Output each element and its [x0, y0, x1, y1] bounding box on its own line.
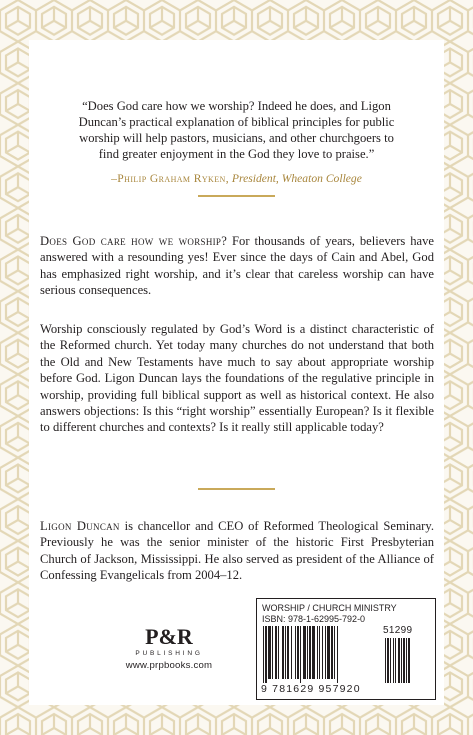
- description-paragraph-2: Worship consciously regulated by God’s Word is a distinct characteristic of the Reformed church. Yet today many churches do not understand that both the Old and New Testaments have much to say about appropriate worship before God. Ligon Duncan lays the foundations of the regulative principle in worship, providing full biblical support as well as historical context. He also answers objections: Is this “right worship” essentially European? Is it flexible to different churches and contexts? Is it really still applicable today?: [40, 322, 434, 435]
- barcode-bar: [265, 626, 267, 683]
- barcode-digits: 9 781629 957920: [261, 683, 361, 695]
- barcode-bar: [331, 626, 333, 679]
- divider-bottom: [198, 488, 275, 490]
- barcode-bar: [309, 626, 311, 679]
- barcode-addon-bar: [406, 638, 407, 683]
- publisher-name: PUBLISHING: [135, 650, 203, 657]
- barcode-addon-bar: [385, 638, 386, 683]
- author-name: Ligon Duncan: [40, 519, 120, 533]
- barcode-bar: [300, 626, 301, 683]
- endorser-name: –Philip Graham Ryken,: [111, 172, 229, 185]
- author-bio-text: is chancellor and CEO of Reformed Theological Seminary. Previously he was the senior minister of the historic First Presbyterian Church of Jackson, Mississippi. He also served as president of the Alliance of Confessing Evangelicals from 2004–12.: [40, 519, 434, 583]
- barcode-bar: [291, 626, 292, 679]
- endorsement-quote: “Does God care how we worship? Indeed he does, and Ligon Duncan’s practical explanation of biblical principles for public worship will help pastors, musicians, and other churchgoers to find greater enjoyment in the God they love to praise.”: [78, 99, 395, 161]
- description-paragraph-1: [40, 233, 434, 299]
- endorsement-attribution: [69, 171, 404, 187]
- barcode-bar: [327, 626, 330, 679]
- barcode-bar: [322, 626, 323, 679]
- barcode-bar: [312, 626, 315, 679]
- pr-logo-mark: [137, 623, 201, 649]
- barcode-bar: [297, 626, 299, 679]
- barcode-bar: [319, 626, 320, 679]
- barcode-bar: [275, 626, 277, 679]
- barcode-block: [256, 598, 436, 700]
- barcode-bar: [263, 626, 264, 683]
- barcode-bar: [303, 626, 306, 679]
- barcode-addon-bar: [393, 638, 394, 683]
- barcode-bar: [334, 626, 335, 679]
- barcode-bar: [272, 626, 273, 679]
- barcode-addon-bar: [408, 638, 410, 683]
- logo-letters: P&R: [145, 624, 193, 649]
- barcode-addon-bar: [387, 638, 389, 683]
- back-cover-panel: [29, 40, 444, 705]
- description-lead-in: Does God care how we worship?: [40, 234, 228, 248]
- endorsement: [69, 98, 404, 187]
- book-category: WORSHIP / CHURCH MINISTRY: [262, 603, 397, 613]
- barcode-bar: [337, 626, 338, 683]
- barcode-addon-bar: [398, 638, 400, 683]
- barcode-addon-bar: [390, 638, 391, 683]
- endorser-role: President, Wheaton College: [231, 172, 362, 185]
- barcode-bar: [287, 626, 289, 679]
- divider-top: [198, 195, 275, 197]
- barcode-bar: [285, 626, 286, 679]
- barcode-bar: [295, 626, 296, 679]
- barcode-bar: [325, 626, 326, 679]
- barcode-bar: [282, 626, 284, 679]
- barcode-addon-bar: [395, 638, 396, 683]
- barcode-bar: [278, 626, 279, 679]
- price-code: 51299: [383, 625, 413, 636]
- barcode-addon-bar: [401, 638, 402, 683]
- publisher-url: www.prpbooks.com: [125, 660, 213, 671]
- author-bio: [40, 518, 434, 584]
- barcode-bar: [307, 626, 308, 679]
- isbn-number: ISBN: 978-1-62995-792-0: [262, 614, 366, 624]
- barcode-addon-bar: [403, 638, 405, 683]
- barcode-bar: [268, 626, 271, 679]
- description-p1-text: For thousands of years, believers have answered with a resounding yes! Ever since the days of Cain and Abel, God has emphasized right worship, and it’s clear that careless worship can have serious consequences.: [40, 234, 435, 298]
- publisher-logo: [109, 623, 229, 671]
- barcode-bar: [317, 626, 318, 679]
